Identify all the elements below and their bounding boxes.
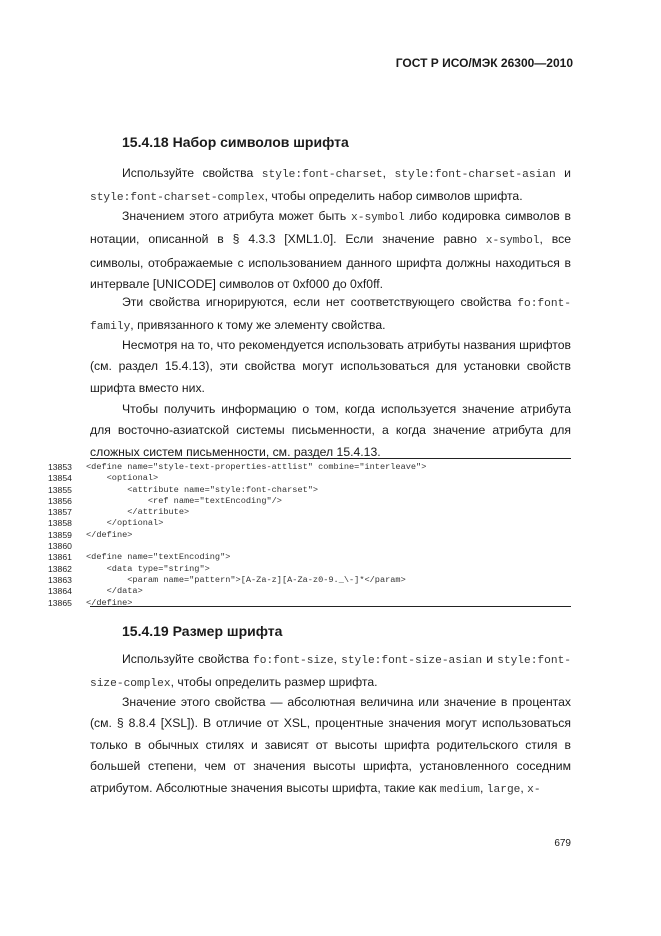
code-line-source: </attribute> <box>86 507 190 518</box>
code-line-number: 13860 <box>48 541 72 552</box>
code-line-source: <ref name="textEncoding"/> <box>86 495 282 506</box>
code-style-font-size-asian: style:font-size-asian <box>341 655 483 667</box>
code-fo-font-family: fo:font-family <box>90 298 571 334</box>
code-line-source: <define name="textEncoding"> <box>86 552 231 563</box>
paragraph-ignored-properties: Эти свойства игнорируются, если нет соответствующего свойства fo:font-family, привязанного к тому же элементу свойства. <box>90 295 571 334</box>
code-style-font-charset-asian: style:font-charset-asian <box>394 169 556 181</box>
document-header: ГОСТ Р ИСО/МЭК 26300—2010 <box>395 56 573 70</box>
section-heading-font-charset: 15.4.18 Набор символов шрифта <box>122 134 349 150</box>
code-line <box>48 462 578 473</box>
section-heading-font-size: 15.4.19 Размер шрифта <box>122 623 283 639</box>
code-line-number: 13858 <box>48 518 72 529</box>
code-medium: medium <box>439 783 481 796</box>
code-line <box>48 552 578 563</box>
code-line-number: 13862 <box>48 563 72 574</box>
code-line <box>48 496 578 507</box>
code-line-number: 13857 <box>48 507 72 518</box>
paragraph-font-size-value: Значение этого свойства — абсолютная величина или значение в процентах (см. § 8.8.4 [XSL]). В отличие от XSL, процентные значения могут использоваться только в обычных стилях и зависят от высоты шрифта родительского стиля в большей степени, чем от значения высоты шрифта, установленного соседним атрибутом. Абсолютные значения высоты шрифта, такие как medium, large, x- <box>90 695 571 796</box>
code-line-number: 13853 <box>48 462 72 472</box>
paragraph-font-name-attributes: Несмотря на то, что рекомендуется использовать атрибуты названия шрифтов (см. раздел 15.4.13), эти свойства могут использоваться для установки свойств шрифта вместо них. <box>90 338 571 395</box>
code-line-number: 13865 <box>48 597 72 608</box>
code-line <box>48 564 578 575</box>
code-style-font-charset: style:font-charset <box>261 169 383 181</box>
code-x-prefix: x- <box>527 783 541 796</box>
code-bottom-rule <box>90 606 571 607</box>
code-line <box>48 586 578 597</box>
code-top-rule <box>90 458 571 459</box>
code-listing <box>48 462 578 609</box>
code-line-number: 13861 <box>48 552 72 563</box>
code-line-number: 13859 <box>48 529 72 540</box>
code-line-source: <data type="string"> <box>86 563 210 574</box>
code-line-source: </define> <box>86 597 133 608</box>
code-line <box>48 485 578 496</box>
code-line-source: <param name="pattern">[A-Za-z][A-Za-z0-9._\-]*</param> <box>86 574 406 585</box>
paragraph-font-charset-usage: Используйте свойства style:font-charset, style:font-charset-asian и style:font-charset-complex, чтобы определить набор символов шрифта. <box>90 166 571 205</box>
code-fo-font-size: fo:font-size <box>253 655 334 667</box>
code-style-font-size-complex: style:font-size-complex <box>90 655 571 691</box>
code-line-source: <optional> <box>86 473 159 484</box>
code-line-number: 13855 <box>48 484 72 495</box>
code-style-font-charset-complex: style:font-charset-complex <box>90 192 265 205</box>
code-line <box>48 598 578 609</box>
paragraph-asian-complex-info: Чтобы получить информацию о том, когда используется значение атрибута для восточно-азиатской системы письменности, а когда значение атрибута для сложных систем письменности, см. раздел 15.4.13. <box>90 402 571 459</box>
code-x-symbol-2: x-symbol <box>485 235 540 248</box>
code-x-symbol: x-symbol <box>351 212 405 224</box>
code-line-number: 13863 <box>48 574 72 585</box>
code-line <box>48 530 578 541</box>
code-line <box>48 541 578 552</box>
code-line <box>48 507 578 518</box>
code-line-number: 13856 <box>48 495 72 506</box>
code-line-source: <attribute name="style:font-charset"> <box>86 484 319 495</box>
code-line-number: 13854 <box>48 473 72 484</box>
page-number: 679 <box>554 838 571 849</box>
paragraph-font-size-usage: Используйте свойства fo:font-size, style:font-size-asian и style:font-size-complex, чтобы определить размер шрифта. <box>90 652 571 691</box>
code-line <box>48 473 578 484</box>
code-line-number: 13864 <box>48 586 72 597</box>
code-line-source: </data> <box>86 586 143 597</box>
code-line-source: </optional> <box>86 518 164 529</box>
paragraph-attribute-value: Значением этого атрибута может быть x-symbol либо кодировка символов в нотации, описанной в § 4.3.3 [XML1.0]. Если значение равно x-symbol, все символы, отображаемые с использованием данного шрифта должны находиться в интервале [UNICODE] символов от 0xf000 до 0xf0ff. <box>90 209 571 292</box>
code-line-source: <define name="style-text-properties-attlist" combine="interleave"> <box>86 462 427 472</box>
code-large: large <box>486 783 521 796</box>
code-line-source: </define> <box>86 529 133 540</box>
code-line <box>48 575 578 586</box>
code-line <box>48 518 578 529</box>
